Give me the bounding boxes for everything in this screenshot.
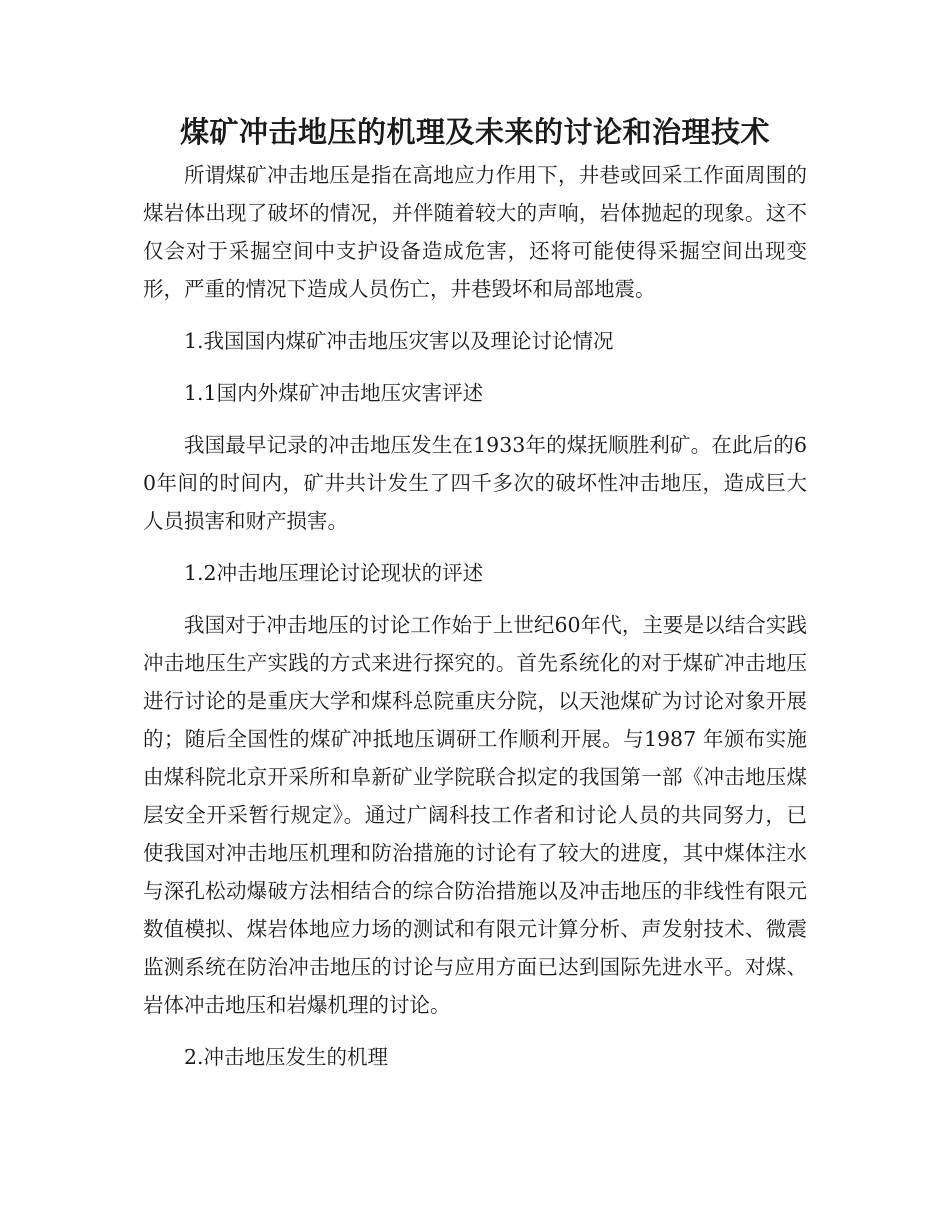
section-2-heading: 2.冲击地压发生的机理 — [184, 1045, 389, 1069]
document-title: 煤矿冲击地压的机理及未来的讨论和治理技术 — [179, 115, 770, 149]
section-1-2-paragraph: 我国对于冲击地压的讨论工作始于上世纪60年代，主要是以结合实践冲击地压生产实践的方式来进行探究的。首先系统化的对于煤矿冲击地压进行讨论的是重庆大学和煤科总院重庆分院，以天池煤矿为讨论对象开展的；随后全国性的煤矿冲抵地压调研工作顺利开展。与1987 年颁布实施由煤科院北京开采所和阜新矿业学院联合拟定的我国第一部《冲击地压煤层安全开采暂行规定》。通过广阔科技工作者和讨论人员的共同努力，已使我国对冲击地压机理和防治措施的讨论有了较大的进度，其中煤体注水与深孔松动爆破方法相结合的综合防治措施以及冲击地压的非线性有限元数值模拟、煤岩体地应力场的测试和有限元计算分析、声发射技术、微震监测系统在防治冲击地压的讨论与应用方面已达到国际先进水平。对煤、岩体冲击地压和岩爆机理的讨论。 — [143, 613, 807, 1017]
section-1-1-paragraph: 我国最早记录的冲击地压发生在1933年的煤抚顺胜利矿。在此后的60年间的时间内，矿井共计发生了四千多次的破坏性冲击地压，造成巨大人员损害和财产损害。 — [143, 433, 807, 533]
section-1-1-heading: 1.1国内外煤矿冲击地压灾害评述 — [184, 381, 484, 405]
section-1-2-heading: 1.2冲击地压理论讨论现状的评述 — [184, 561, 484, 585]
intro-paragraph: 所谓煤矿冲击地压是指在高地应力作用下，井巷或回采工作面周围的煤岩体出现了破坏的情况，并伴随着较大的声响，岩体抛起的现象。这不仅会对于采掘空间中支护设备造成危害，还将可能使得采掘空间出现变形，严重的情况下造成人员伤亡，井巷毁坏和局部地震。 — [143, 163, 807, 301]
document-page — [143, 112, 807, 1076]
section-1-heading: 1.我国国内煤矿冲击地压灾害以及理论讨论情况 — [184, 329, 614, 353]
